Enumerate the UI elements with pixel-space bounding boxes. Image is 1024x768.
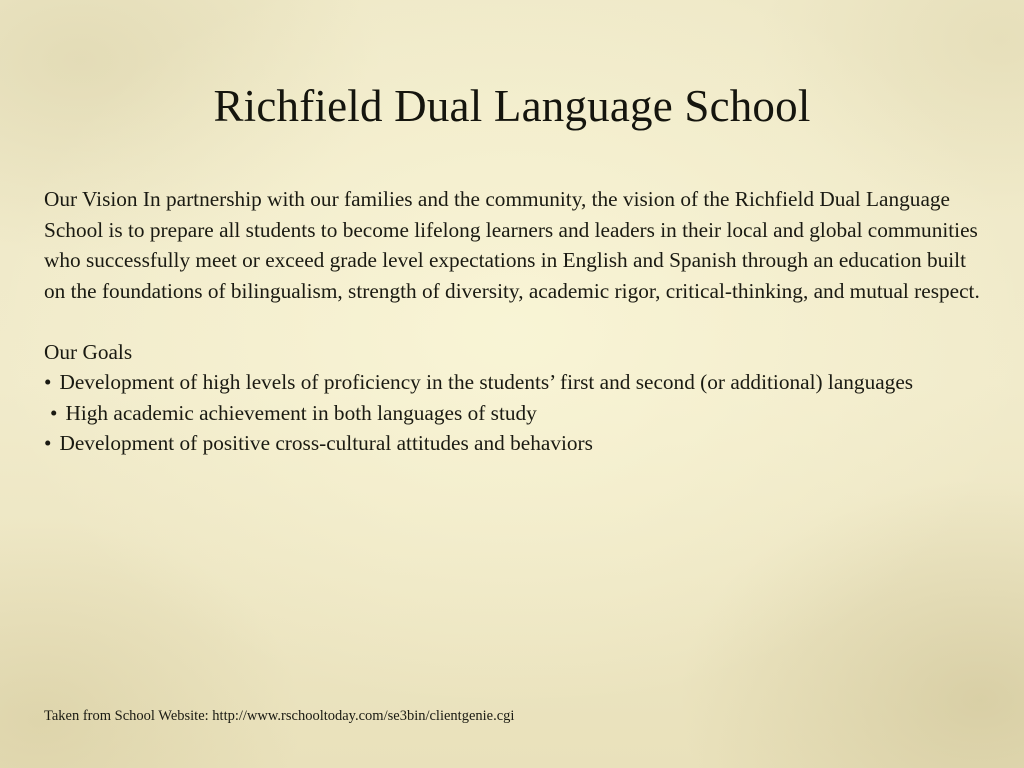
slide-body	[44, 184, 989, 459]
goal-text: Development of high levels of proficiency in the students’ first and second (or additional) languages	[59, 370, 914, 394]
source-footer: Taken from School Website: http://www.rschooltoday.com/se3bin/clientgenie.cgi	[44, 708, 515, 724]
goal-text: Development of positive cross-cultural attitudes and behaviors	[59, 431, 593, 455]
bullet-icon: •	[50, 400, 58, 425]
bullet-icon: •	[44, 370, 52, 394]
vision-paragraph: Our Vision In partnership with our families and the community, the vision of the Richfield Dual Language School is to prepare all students to become lifelong learners and leaders in their local and global communities who successfully meet or exceed grade level expectations in English and Spanish through an education built on the foundations of bilingualism, strength of diversity, academic rigor, critical-thinking, and mutual respect.	[44, 187, 980, 303]
goals-heading: Our Goals	[44, 339, 133, 364]
goal-item	[44, 367, 989, 398]
slide-title: Richfield Dual Language School	[213, 81, 811, 131]
paragraph-spacer	[44, 306, 989, 337]
goal-item	[44, 398, 989, 429]
goal-text: High academic achievement in both languages of study	[65, 400, 537, 425]
bullet-icon: •	[44, 431, 52, 455]
goal-item	[44, 428, 989, 459]
